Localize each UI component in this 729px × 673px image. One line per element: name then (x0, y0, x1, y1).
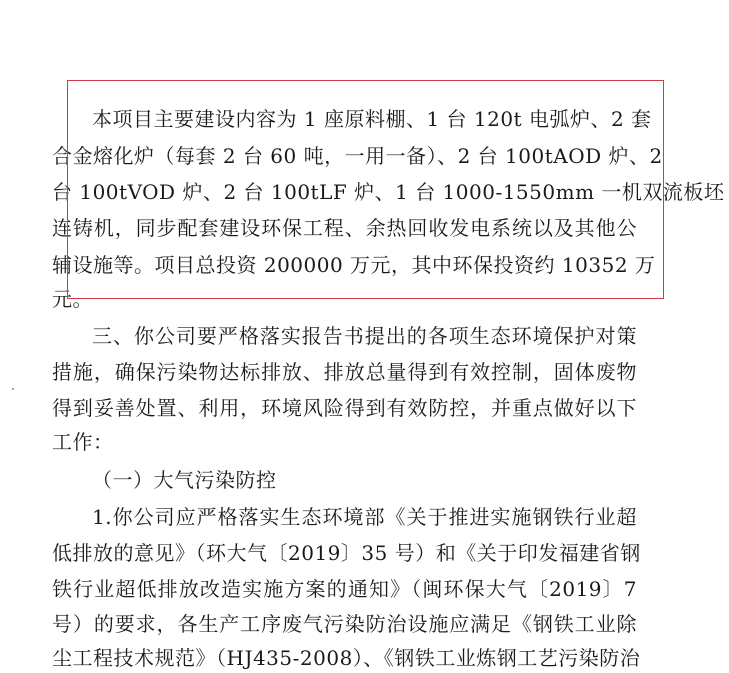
heading-air-pollution: （一）大气污染防控 (92, 468, 277, 492)
project-paragraph-line-6: 元。 (52, 287, 93, 311)
section-three-line-3: 得到妥善处置、利用，环境风险得到有效防控，并重点做好以下 (52, 396, 637, 420)
item-one-line-3: 铁行业超低排放改造实施方案的通知》（闽环保大气〔2019〕7 (52, 577, 637, 601)
section-three-line-2: 措施，确保污染物达标排放、排放总量得到有效控制，固体废物 (52, 360, 637, 384)
project-paragraph-line-2: 合金熔化炉（每套 2 台 60 吨，一用一备）、2 台 100tAOD 炉、2 (52, 144, 663, 168)
item-one-line-2: 低排放的意见》（环大气〔2019〕35 号）和《关于印发福建省钢 (52, 541, 641, 565)
project-paragraph-line-5: 辅设施等。项目总投资 200000 万元，其中环保投资约 10352 万 (52, 253, 656, 277)
item-one-line-5: 尘工程技术规范》（HJ435-2008）、《钢铁工业炼钢工艺污染防治 (52, 646, 641, 670)
section-three-line-1: 三、你公司要严格落实报告书提出的各项生态环境保护对策 (92, 324, 637, 348)
project-paragraph-line-1: 本项目主要建设内容为 1 座原料棚、1 台 120t 电弧炉、2 套 (92, 107, 652, 131)
item-one-line-4: 号）的要求，各生产工序废气污染防治设施应满足《钢铁工业除 (52, 612, 637, 636)
project-paragraph-line-4: 连铸机，同步配套建设环保工程、余热回收发电系统以及其他公 (52, 216, 637, 240)
scan-speck (12, 388, 14, 390)
project-paragraph-line-3: 台 100tVOD 炉、2 台 100tLF 炉、1 台 1000-1550mm 一机双流板坯 (52, 180, 725, 204)
section-three-line-4: 工作： (52, 430, 114, 454)
item-one-line-1: 1.你公司应严格落实生态环境部《关于推进实施钢铁行业超 (92, 505, 637, 529)
